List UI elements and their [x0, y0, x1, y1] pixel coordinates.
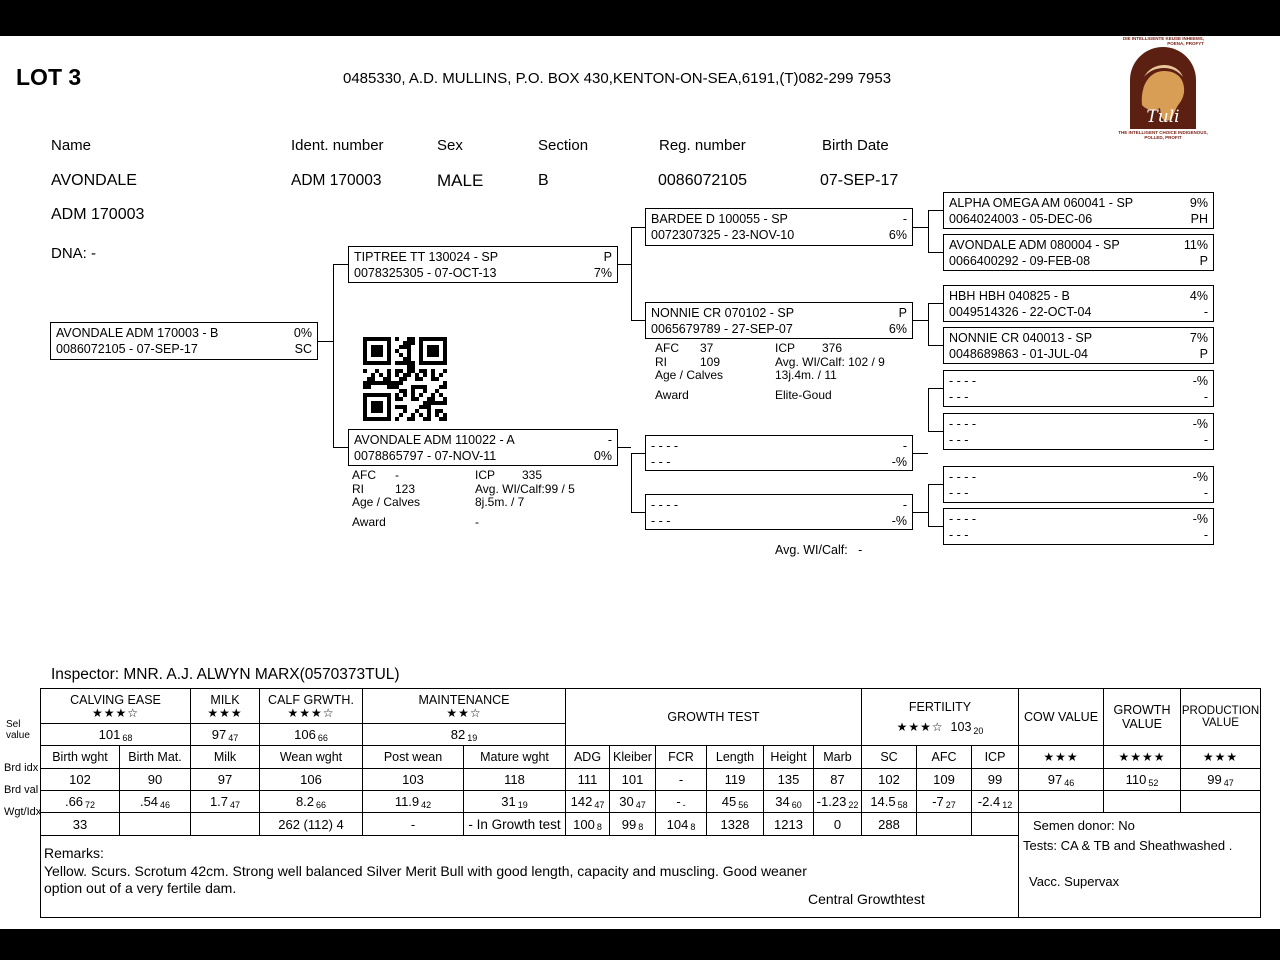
animal-ident: ADM 170003 [291, 172, 382, 189]
pedigree-connector-line [928, 210, 943, 211]
cow-value-stars: ★★★ [1019, 746, 1104, 769]
pedigree-box-sss: ALPHA OMEGA AM 060041 - SP 9% 0064024003 - 05-DEC-06 PH [943, 192, 1214, 229]
pedigree-connector-line [631, 227, 632, 321]
pedigree-box-dam-dam: - - - - - - - - -% [645, 494, 913, 530]
production-value-index: 99 47 [1181, 769, 1261, 791]
pedigree-connector-line [333, 447, 348, 448]
label-reg: Reg. number [659, 137, 746, 154]
sel-calving-ease: 101 68 [41, 724, 191, 746]
vaccine-note: Vacc. Supervax [1029, 874, 1120, 889]
pedigree-connector-line [631, 512, 645, 513]
pedigree-connector-line [913, 512, 928, 513]
pedigree-box-dds: - - - - -% - - - - [943, 466, 1214, 503]
brd-idx-cell: 135 [764, 769, 814, 791]
lot-number: LOT 3 [16, 64, 82, 90]
brd-val-cell: 1.7 47 [191, 791, 260, 813]
pedigree-box-sds: HBH HBH 040825 - B 4% 0049514326 - 22-OCT-04 - [943, 285, 1214, 322]
remarks-title: Remarks: [44, 845, 104, 861]
brd-val-cell: 34 60 [764, 791, 814, 813]
pedigree-connector-line [928, 388, 929, 432]
col-wean-wght: Wean wght [260, 746, 363, 769]
pedigree-connector-line [631, 453, 632, 513]
sire-statistics: AFC 37 ICP 376 RI 109 Avg. WI/Calf: 102 / 9 Age / Calves 13j.4m. / 11 Award Elite-Goud [655, 341, 885, 402]
col-adg: ADG [566, 746, 610, 769]
col-kleiber: Kleiber [610, 746, 656, 769]
brd-idx-cell: 99 [972, 769, 1019, 791]
label-sex: Sex [437, 137, 463, 154]
pedigree-connector-line [631, 320, 645, 321]
animal-dna: DNA: - [51, 245, 96, 262]
pedigree-box-sire-dam: NONNIE CR 070102 - SP P 0065679789 - 27-SEP-07 6% [645, 302, 913, 339]
pedigree-connector-line [928, 526, 943, 527]
col-afc: AFC [917, 746, 972, 769]
col-marb: Marb [814, 746, 862, 769]
group-growth-test: GROWTH TEST [566, 689, 862, 746]
animal-ident-repeat: ADM 170003 [51, 206, 145, 223]
col-mature-wght: Mature wght [464, 746, 566, 769]
brd-idx-cell: 111 [566, 769, 610, 791]
logo-top-caption: DIE INTELLIGENTE KEUSE INHEEMS, POENA, PROFYT [1122, 36, 1204, 46]
milk-stars: ★★★ [207, 705, 243, 720]
inspector-line: Inspector: MNR. A.J. ALWYN MARX(0570373TUL) [51, 666, 400, 683]
animal-reg: 0086072105 [658, 172, 747, 189]
col-post-wean: Post wean [363, 746, 464, 769]
sel-maintenance: 82 19 [363, 724, 566, 746]
wgt-idx-cell: 0 [814, 813, 862, 836]
pedigree-connector-line [333, 264, 334, 448]
remarks-area [41, 836, 1019, 918]
pedigree-connector-line [333, 264, 348, 265]
pedigree-connector-line [928, 210, 929, 253]
label-ident: Ident. number [291, 137, 384, 154]
pedigree-connector-line [913, 453, 928, 454]
avg-wi-calf-line: Avg. WI/Calf: - [775, 543, 863, 557]
notes-area [1019, 813, 1261, 918]
row-label-brd-val: Brd val [4, 784, 39, 796]
brd-val-cell: 14.5 58 [862, 791, 917, 813]
brd-val-cell: 8.2 66 [260, 791, 363, 813]
letterbox-bottom [0, 929, 1280, 960]
brd-idx-cell: 118 [464, 769, 566, 791]
tests-note: Tests: CA & TB and Sheathwashed . [1023, 838, 1233, 853]
group-milk: MILK ★★★ [191, 689, 260, 724]
animal-sex: MALE [437, 171, 484, 190]
logo-wordmark: Tuli [1146, 107, 1180, 127]
pedigree-box-dss: - - - - -% - - - - [943, 370, 1214, 407]
semen-donor-note: Semen donor: No [1033, 818, 1135, 833]
col-sc: SC [862, 746, 917, 769]
row-label-sel-value: Sel value [6, 719, 30, 741]
empty-cell [1104, 791, 1181, 813]
pedigree-box-ddd: - - - - -% - - - - [943, 508, 1214, 545]
pedigree-connector-line [318, 341, 333, 342]
brd-idx-cell: 119 [707, 769, 764, 791]
brd-val-cell: 45 56 [707, 791, 764, 813]
group-calving-ease: CALVING EASE ★★★☆ [41, 689, 191, 724]
cow-value-index: 97 46 [1019, 769, 1104, 791]
brd-idx-cell: 90 [120, 769, 191, 791]
calf-grwth-stars: ★★★☆ [287, 705, 335, 720]
wgt-idx-cell: 288 [862, 813, 917, 836]
pedigree-connector-line [928, 431, 943, 432]
animal-name: AVONDALE [51, 172, 137, 189]
brd-val-cell: 30 47 [610, 791, 656, 813]
sel-calf-grwth: 106 66 [260, 724, 363, 746]
group-production-value: PRODUCTION VALUE [1181, 689, 1261, 746]
pedigree-box-sire-sire: BARDEE D 100055 - SP - 0072307325 - 23-NOV-10 6% [645, 208, 913, 246]
brd-val-cell: - - [656, 791, 707, 813]
wgt-idx-cell: 1213 [764, 813, 814, 836]
brd-idx-cell: 103 [363, 769, 464, 791]
brd-val-cell: -7 27 [917, 791, 972, 813]
pedigree-connector-line [913, 227, 928, 228]
group-maintenance: MAINTENANCE ★★☆ [363, 689, 566, 724]
bull-icon [1130, 47, 1196, 129]
pedigree-box-ssd: AVONDALE ADM 080004 - SP 11% 0066400292 - 09-FEB-08 P [943, 234, 1214, 271]
col-birth-mat: Birth Mat. [120, 746, 191, 769]
wgt-idx-cell [191, 813, 260, 836]
pedigree-connector-line [928, 252, 943, 253]
animal-birth-date: 07-SEP-17 [820, 172, 899, 189]
pedigree-connector-line [631, 453, 645, 454]
wgt-idx-cell: 104 8 [656, 813, 707, 836]
col-birth-wght: Birth wght [41, 746, 120, 769]
row-label-brd-idx: Brd idx [4, 762, 39, 774]
wgt-idx-cell: 1328 [707, 813, 764, 836]
label-name: Name [51, 137, 92, 154]
brd-idx-cell: 97 [191, 769, 260, 791]
wgt-idx-cell [120, 813, 191, 836]
brd-idx-cell: 101 [610, 769, 656, 791]
brd-idx-cell: - [656, 769, 707, 791]
brd-val-cell: 11.9 42 [363, 791, 464, 813]
dam-statistics: AFC - ICP 335 RI 123 Avg. WI/Calf:99 / 5 Age / Calves 8j.5m. / 7 Award - [352, 468, 575, 529]
group-growth-value: GROWTH VALUE [1104, 689, 1181, 746]
wgt-idx-cell: - In Growth test [464, 813, 566, 836]
pedigree-connector-line [928, 345, 943, 346]
col-milk: Milk [191, 746, 260, 769]
pedigree-box-dam-sire: - - - - - - - - -% [645, 435, 913, 471]
group-calf-grwth: CALF GRWTH. ★★★☆ [260, 689, 363, 724]
production-value-stars: ★★★ [1181, 746, 1261, 769]
empty-cell [1019, 791, 1104, 813]
group-cow-value: COW VALUE [1019, 689, 1104, 746]
brd-val-cell: -1.23 22 [814, 791, 862, 813]
brd-idx-cell: 87 [814, 769, 862, 791]
logo-bottom-caption: THE INTELLIGENT CHOICE INDIGENOUS, POLLED, PROFIT [1118, 130, 1208, 140]
brd-idx-cell: 102 [41, 769, 120, 791]
label-birth: Birth Date [822, 137, 889, 154]
row-label-wgt-idx: Wgt/Idx [4, 806, 42, 818]
maintenance-stars: ★★☆ [446, 705, 482, 720]
brd-val-cell: 142 47 [566, 791, 610, 813]
wgt-idx-cell [917, 813, 972, 836]
wgt-idx-cell: 99 8 [610, 813, 656, 836]
pedigree-connector-line [928, 303, 929, 346]
col-icp: ICP [972, 746, 1019, 769]
pedigree-box-dsd: - - - - -% - - - - [943, 413, 1214, 450]
label-section: Section [538, 137, 589, 154]
qr-code [363, 337, 447, 421]
col-length: Length [707, 746, 764, 769]
wgt-idx-cell: 33 [41, 813, 120, 836]
pedigree-connector-line [631, 227, 645, 228]
wgt-idx-cell: 262 (112) 4 [260, 813, 363, 836]
pedigree-connector-line [928, 303, 943, 304]
animal-section: B [538, 172, 549, 189]
brd-idx-cell: 106 [260, 769, 363, 791]
pedigree-box-sire: TIPTREE TT 130024 - SP P 0078325305 - 07-OCT-13 7% [348, 246, 618, 283]
brd-val-cell: .66 72 [41, 791, 120, 813]
pedigree-box-dam: AVONDALE ADM 110022 - A - 0078865797 - 07-NOV-11 0% [348, 429, 618, 466]
pedigree-connector-line [928, 388, 943, 389]
pedigree-connector-line [928, 484, 929, 527]
group-fertility: FERTILITY ★★★☆ 103 $_{20}$ [862, 689, 1019, 746]
growth-value-index: 110 52 [1104, 769, 1181, 791]
pedigree-connector-line [928, 484, 943, 485]
brd-val-cell: .54 46 [120, 791, 191, 813]
pedigree-connector-line [618, 264, 631, 265]
col-fcr: FCR [656, 746, 707, 769]
wgt-idx-cell: 100 8 [566, 813, 610, 836]
breeder-contact-line: 0485330, A.D. MULLINS, P.O. BOX 430,KENTON-ON-SEA,6191,(T)082-299 7953 [343, 70, 892, 87]
wgt-idx-cell [972, 813, 1019, 836]
brd-val-cell: 31 19 [464, 791, 566, 813]
tuli-logo [1118, 36, 1208, 146]
letterbox-top [0, 0, 1280, 36]
pedigree-connector-line [618, 447, 631, 448]
sel-milk: 97 47 [191, 724, 260, 746]
pedigree-box-animal: AVONDALE ADM 170003 - B 0% 0086072105 - 07-SEP-17 SC [50, 322, 318, 360]
pedigree-box-sdd: NONNIE CR 040013 - SP 7% 0048689863 - 01-JUL-04 P [943, 327, 1214, 364]
growth-value-stars: ★★★★ [1104, 746, 1181, 769]
calving-ease-stars: ★★★☆ [91, 705, 140, 720]
breeding-values-table [40, 688, 1261, 918]
empty-cell [1181, 791, 1261, 813]
pedigree-connector-line [913, 320, 928, 321]
col-height: Height [764, 746, 814, 769]
central-growthtest-label: Central Growthtest [808, 891, 925, 907]
fertility-stars: ★★★☆ [896, 720, 944, 734]
brd-val-cell: -2.4 12 [972, 791, 1019, 813]
brd-idx-cell: 102 [862, 769, 917, 791]
brd-idx-cell: 109 [917, 769, 972, 791]
remarks-body: Yellow. Scurs. Scrotum 42cm. Strong well balanced Silver Merit Bull with good length, capacity and muscling. Good weaner option out of a very fertile dam. [44, 863, 807, 896]
wgt-idx-cell: - [363, 813, 464, 836]
